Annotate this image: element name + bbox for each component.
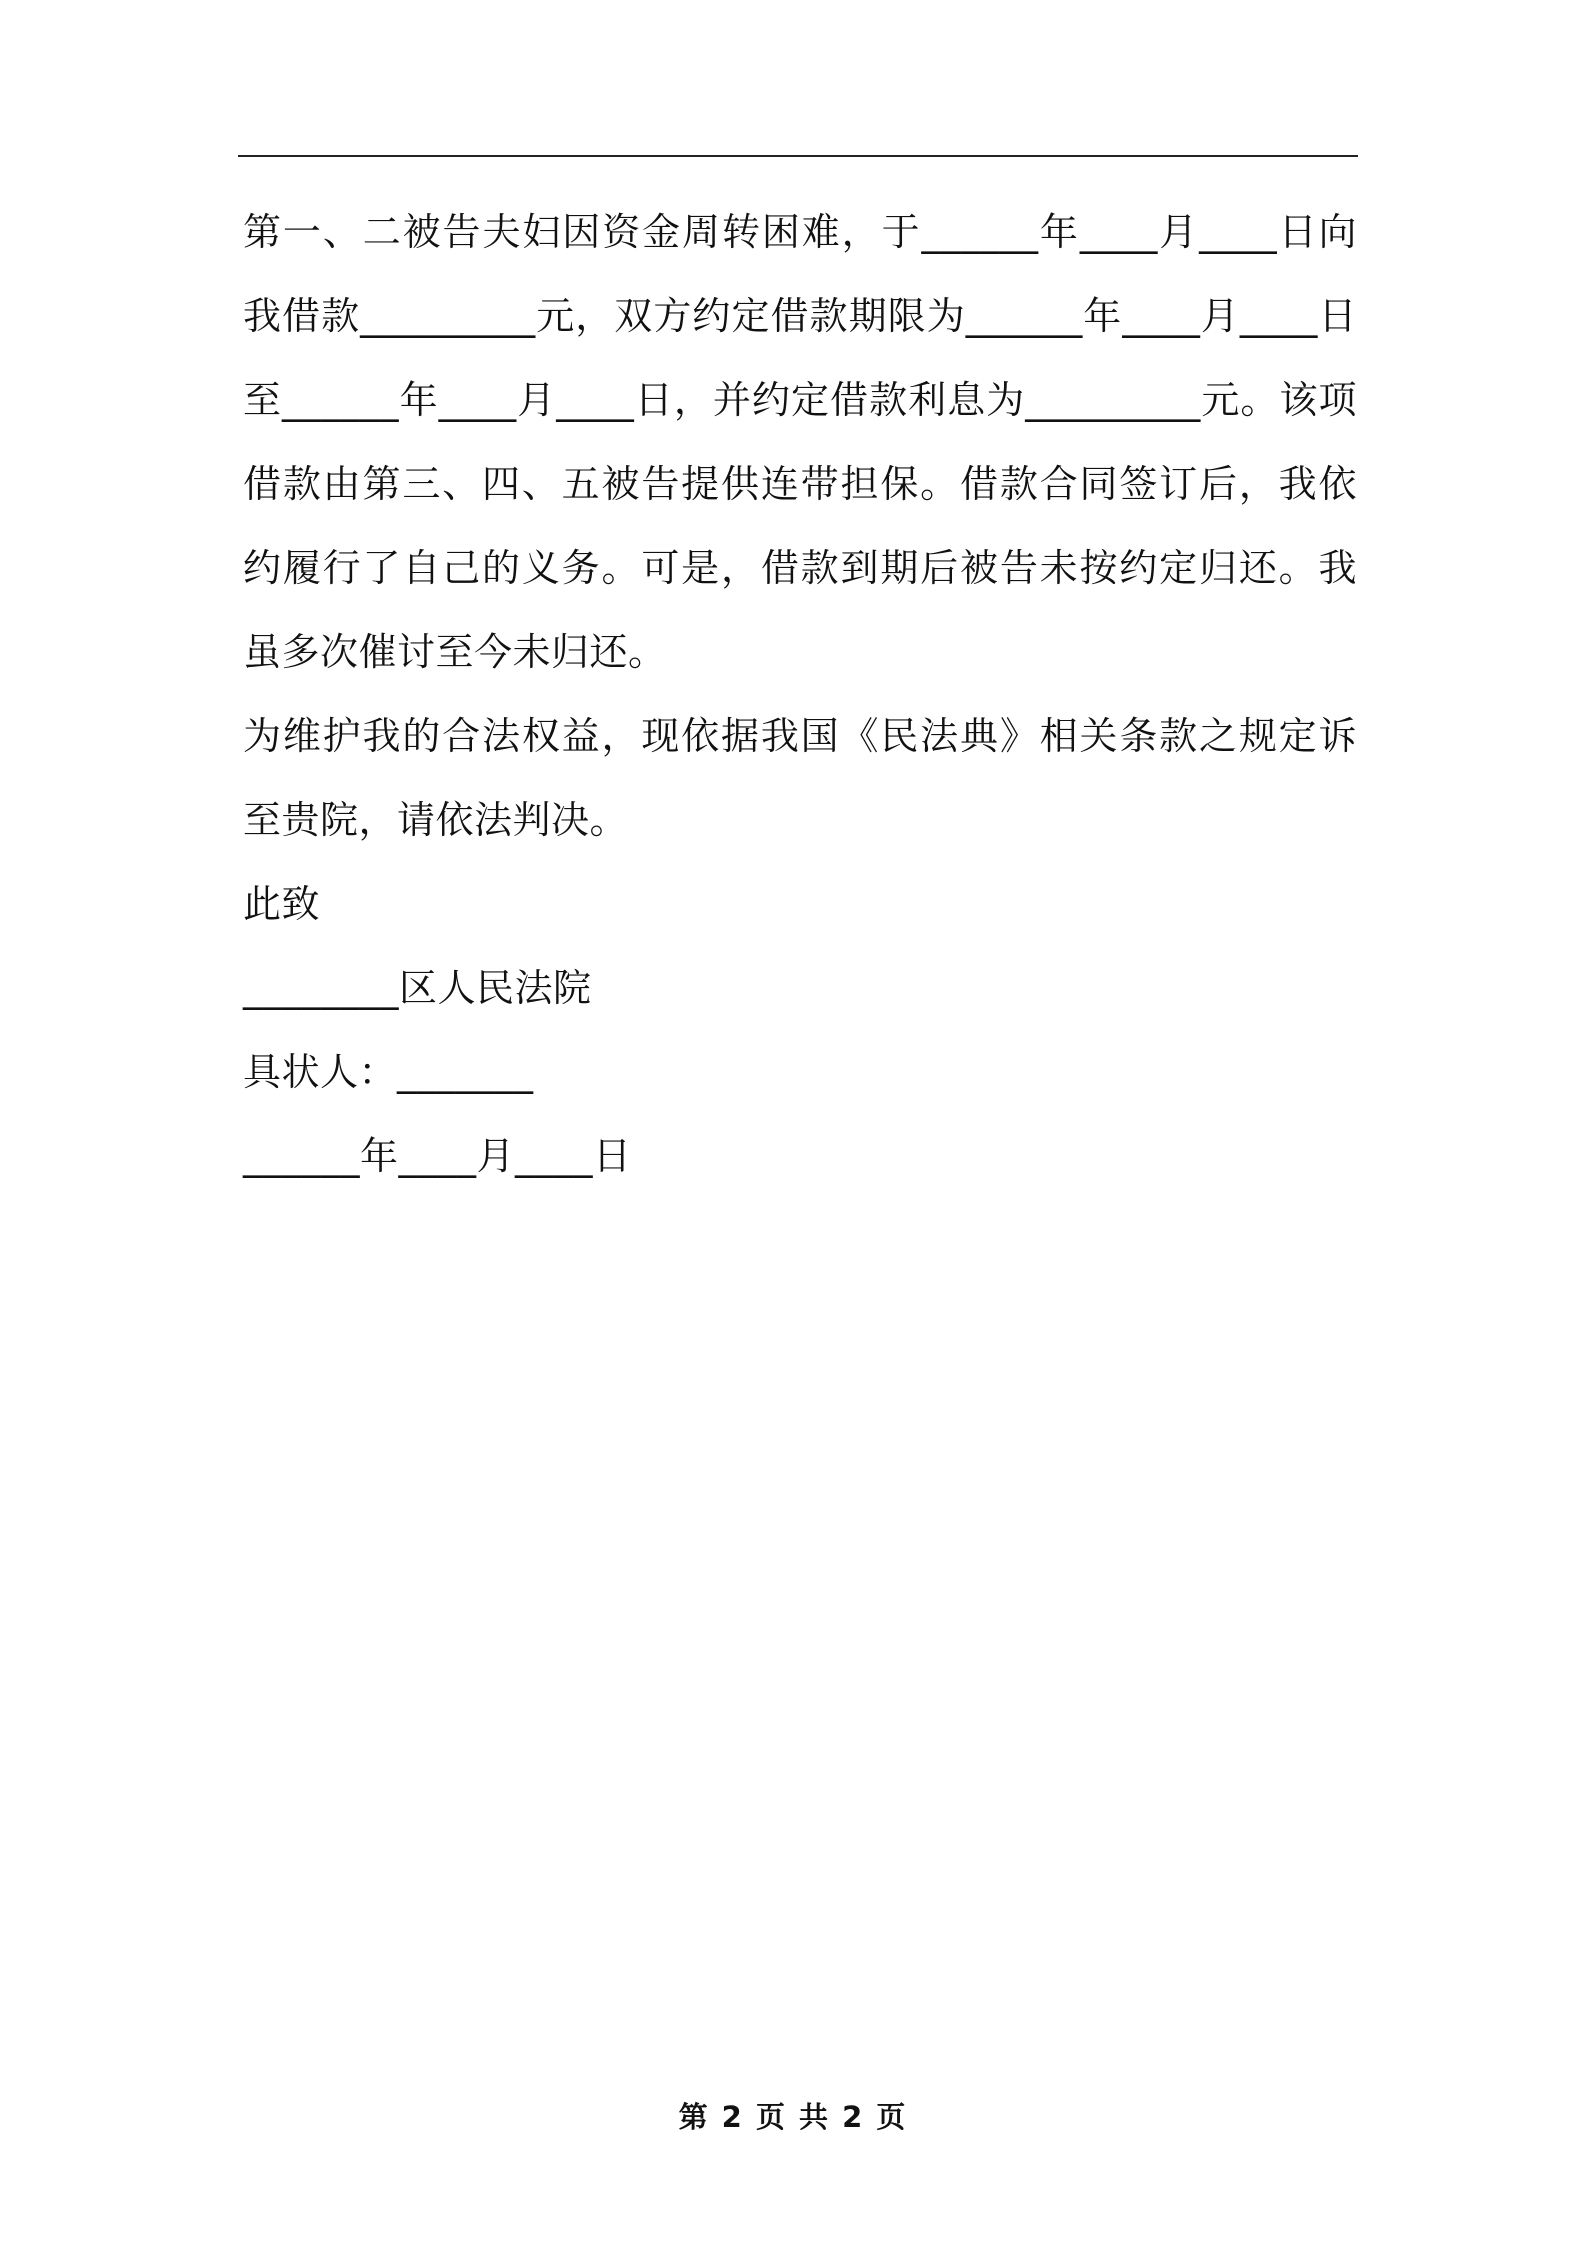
document-body bbox=[243, 190, 1357, 1198]
header-rule bbox=[238, 155, 1358, 157]
signer-line: 具状人：_______ bbox=[243, 1050, 534, 1094]
court-addressee: ________区人民法院 bbox=[243, 966, 592, 1010]
closing-salutation: 此致 bbox=[243, 882, 321, 926]
paragraph-request: 为维护我的合法权益，现依据我国《民法典》相关条款之规定诉至贵院，请依法判决。 bbox=[243, 714, 1357, 842]
date-line: ______年____月____日 bbox=[243, 1134, 632, 1178]
page-number-footer: 第 2 页 共 2 页 bbox=[678, 2100, 908, 2134]
paragraph-claim-facts: 第一、二被告夫妇因资金周转困难，于______年____月____日向我借款_________元，双方约定借款期限为______年____月____日至______年____月____日，并约定借款利息为_________元。该项借款由第三、四、五被告提供连带担保。借款合同签订后，我依约履行了自己的义务。可是，借款到期后被告未按约定归还。我虽多次催讨至今未归还。 bbox=[243, 210, 1357, 674]
